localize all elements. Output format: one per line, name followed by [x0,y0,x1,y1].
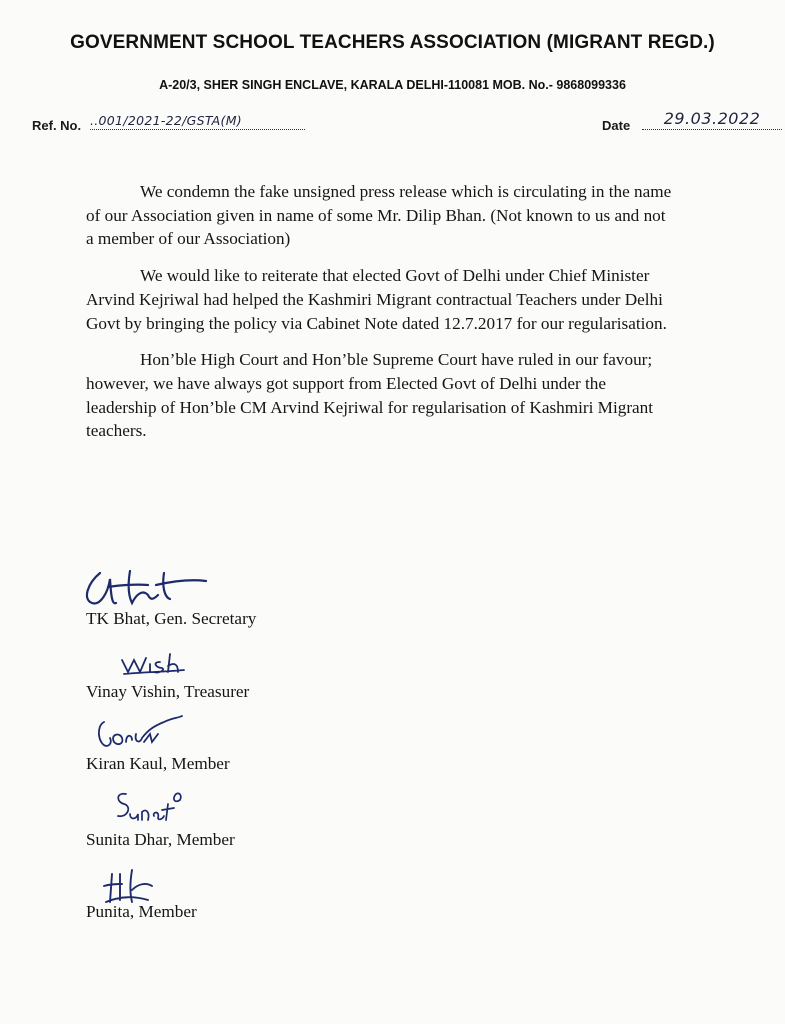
signatory-name: Sunita Dhar, Member [86,830,235,849]
letter-body [86,180,676,456]
letterhead-address: A-20/3, SHER SINGH ENCLAVE, KARALA DELHI-110081 MOB. No.- 9868099336 [159,78,626,92]
body-paragraph: We condemn the fake unsigned press release which is circulating in the name of our Association given in name of some Mr. Dilip Bhan. (Not known to us and not a member of our Association) [86,182,672,249]
signatory-name: Kiran Kaul, Member [86,754,230,773]
signatory-name: TK Bhat, Gen. Secretary [86,609,257,628]
date-value: 29.03.2022 [642,109,782,130]
signatory-name: Punita, Member [86,902,197,921]
body-paragraph: Hon’ble High Court and Hon’ble Supreme Court have ruled in our favour; however, we have always got support from Elected Govt of Delhi under the leadership of Hon’ble CM Arvind Kejriwal for regularisation of Kashmiri Migrant teachers. [86,350,654,441]
signature-sunita-dhar [112,786,192,828]
signature-kiran-kaul [92,712,192,754]
reference-number: ..001/2021-22/GSTA(M) [90,113,305,130]
signature-vinay-vishin [118,650,188,678]
date-label: Date [602,118,631,133]
signature-tk-bhat [78,565,218,615]
signature-punita [100,866,160,906]
reference-label: Ref. No. [32,118,82,133]
reference-row [32,109,761,143]
signatory-name: Vinay Vishin, Treasurer [86,682,250,701]
body-paragraph: We would like to reiterate that elected Govt of Delhi under Chief Minister Arvind Kejriwal had helped the Kashmiri Migrant contractual Teachers under Delhi Govt by bringing the policy via Cabinet Note dated 12.7.2017 for our regularisation. [86,266,667,333]
letterhead-title: GOVERNMENT SCHOOL TEACHERS ASSOCIATION (MIGRANT REGD.) [70,32,715,53]
